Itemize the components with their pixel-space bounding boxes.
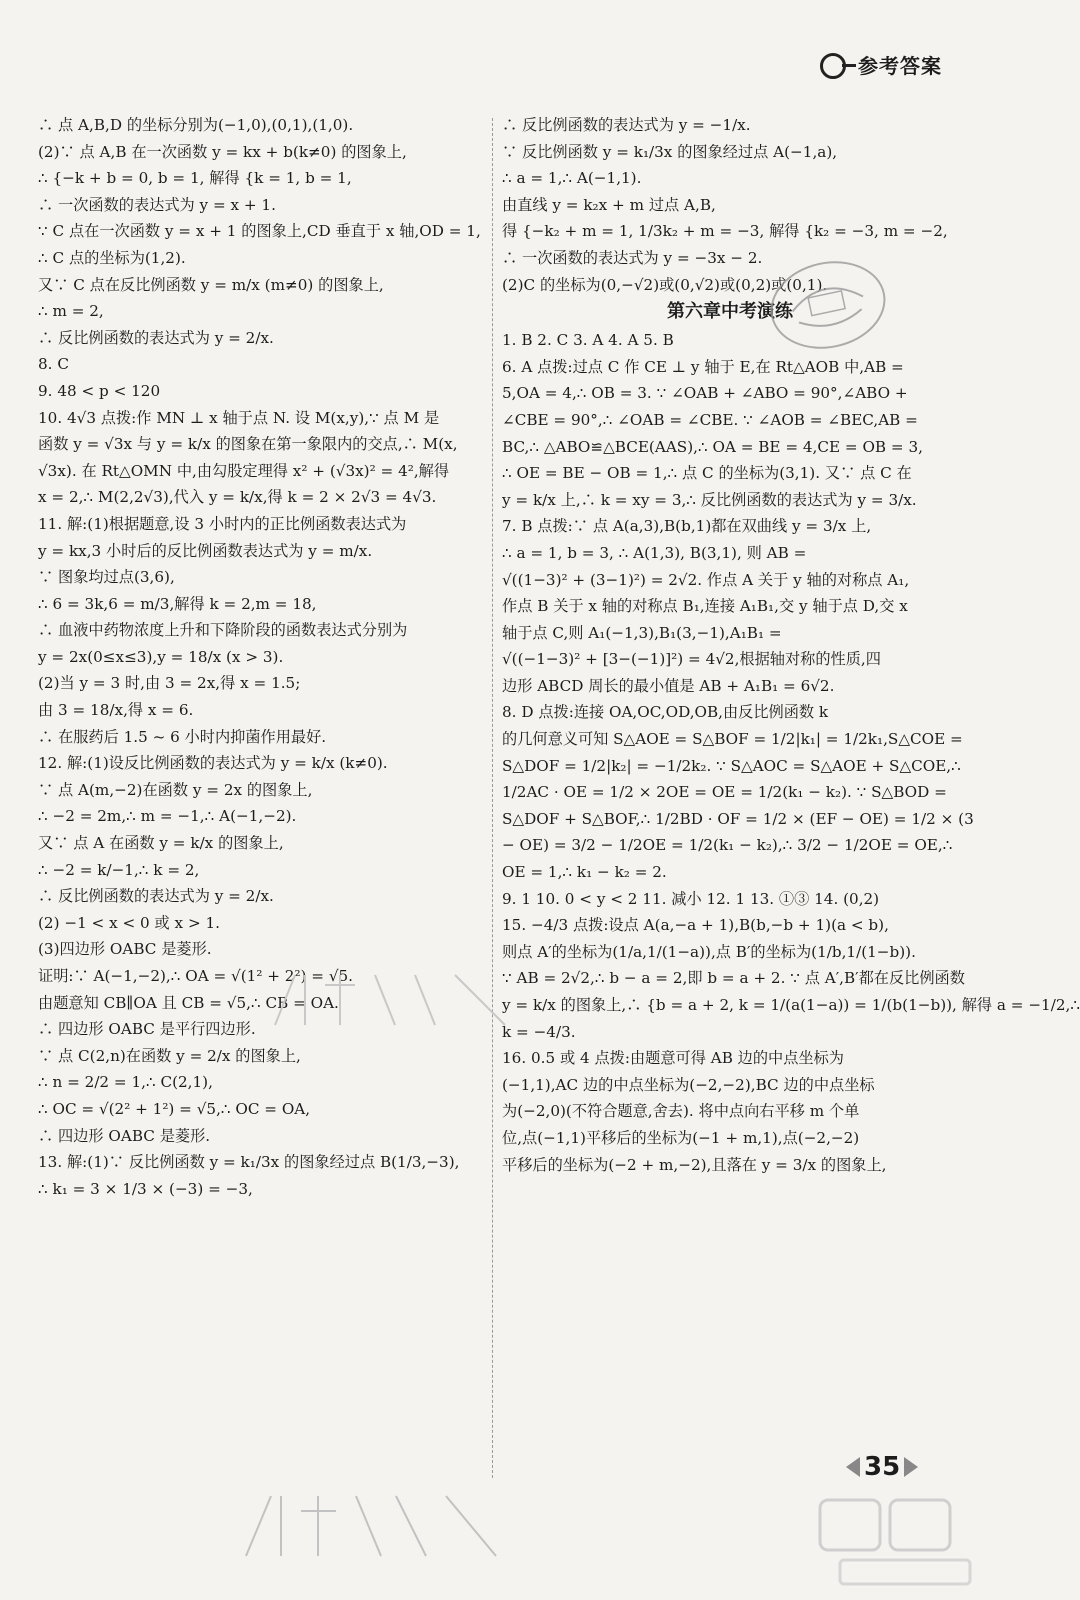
answer-line: 9. 1 10. 0 < y < 2 11. 减小 12. 1 13. ①③ 14. (0,2) <box>502 889 880 908</box>
answer-line: ∴ −2 = 2m,∴ m = −1,∴ A(−1,−2). <box>38 807 297 826</box>
page-number <box>846 1452 918 1482</box>
answer-line: 则点 A′的坐标为(1/a,1/(1−a)),点 B′的坐标为(1/b,1/(1−b)). <box>502 942 916 961</box>
answer-line: ∴ a = 1,∴ A(−1,1). <box>502 169 642 188</box>
right-top-block <box>502 115 958 296</box>
answer-line: ∵ AB = 2√2,∴ b − a = 2,即 b = a + 2. ∵ 点 A′,B′都在反比例函数 <box>502 969 965 988</box>
answer-line: ∴ OC = √(2² + 1²) = √5,∴ OC = OA, <box>38 1099 311 1118</box>
page-number-text: 35 <box>864 1452 901 1482</box>
answer-line: 又∵ 点 A 在函数 y = k/x 的图象上, <box>38 834 284 853</box>
answer-line: 由直线 y = k₂x + m 过点 A,B, <box>502 195 716 214</box>
answer-line: 函数 y = √3x 与 y = k/x 的图象在第一象限内的交点,∴ M(x, <box>38 435 458 454</box>
answer-line: OE = 1,∴ k₁ − k₂ = 2. <box>502 863 667 882</box>
answer-line: (2)C 的坐标为(0,−√2)或(0,√2)或(0,2)或(0,1). <box>502 275 828 294</box>
answer-line: y = k/x 的图象上,∴ {b = a + 2, k = 1/(a(1−a)) = 1/(b(1−b)), 解得 a = −1/2,∴ <box>502 996 1080 1014</box>
answer-line: ∴ 四边形 OABC 是菱形. <box>38 1126 211 1145</box>
section-title: 第六章中考演练 <box>667 301 793 323</box>
answer-line: y = kx,3 小时后的反比例函数表达式为 y = m/x. <box>38 541 373 560</box>
answer-line: ∴ 四边形 OABC 是平行四边形. <box>38 1020 256 1039</box>
answer-line: ∴ n = 2/2 = 1,∴ C(2,1), <box>38 1073 213 1092</box>
answer-line: ∴ 反比例函数的表达式为 y = 2/x. <box>38 887 274 906</box>
answer-line: 1. B 2. C 3. A 4. A 5. B <box>502 331 674 350</box>
answer-line: 10. 4√3 点拨:作 MN ⊥ x 轴于点 N. 设 M(x,y),∵ 点 M 是 <box>38 408 440 427</box>
answer-line: ∵ 反比例函数 y = k₁/3x 的图象经过点 A(−1,a), <box>502 142 838 161</box>
answer-line: ∴ 一次函数的表达式为 y = −3x − 2. <box>502 248 763 267</box>
answer-line: − OE) = 3/2 − 1/2OE = 1/2(k₁ − k₂),∴ 3/2 − 1/2OE = OE,∴ <box>502 836 953 855</box>
answer-line: 由题意知 CB∥OA 且 CB = √5,∴ CB = OA. <box>38 993 339 1012</box>
answer-line: √((1−3)² + (3−1)²) = 2√2. 作点 A 关于 y 轴的对称点 A₁, <box>502 570 910 589</box>
answer-line: S△DOF + S△BOF,∴ 1/2BD · OF = 1/2 × (EF − OE) = 1/2 × (3 <box>502 809 974 828</box>
answer-line: ∴ 血液中药物浓度上升和下降阶段的函数表达式分别为 <box>38 621 408 640</box>
answer-line: 16. 0.5 或 4 点拨:由题意可得 AB 边的中点坐标为 <box>502 1049 844 1068</box>
answer-line: ∵ 图象均过点(3,6), <box>38 568 175 587</box>
answer-line: 6. A 点拨:过点 C 作 CE ⊥ y 轴于 E,在 Rt△AOB 中,AB = <box>502 357 904 376</box>
watermark-bottom <box>236 1486 506 1585</box>
answer-line: ∴ 在服药后 1.5 ~ 6 小时内抑菌作用最好. <box>38 727 327 746</box>
next-triangle-icon <box>904 1457 918 1477</box>
answer-line: ∵ 点 C(2,n)在函数 y = 2/x 的图象上, <box>38 1046 301 1065</box>
answer-line: S△DOF = 1/2|k₂| = −1/2k₂. ∵ S△AOC = S△AOE + S△COE,∴ <box>502 756 961 775</box>
answer-line: ∴ 6 = 3k,6 = m/3,解得 k = 2,m = 18, <box>38 594 317 613</box>
answer-line: 边形 ABCD 周长的最小值是 AB + A₁B₁ = 6√2. <box>502 676 835 695</box>
answer-line: 12. 解:(1)设反比例函数的表达式为 y = k/x (k≠0). <box>38 754 388 773</box>
answer-line: ∴ k₁ = 3 × 1/3 × (−3) = −3, <box>38 1179 253 1198</box>
prev-triangle-icon <box>846 1457 860 1477</box>
answer-line: 15. −4/3 点拨:设点 A(a,−a + 1),B(b,−b + 1)(a < b), <box>502 916 889 935</box>
header-title: 参考答案 <box>858 54 942 78</box>
answer-line: 为(−2,0)(不符合题意,舍去). 将中点向右平移 m 个单 <box>502 1102 860 1121</box>
answer-line: ∠CBE = 90°,∴ ∠OAB = ∠CBE. ∵ ∠AOB = ∠BEC,AB = <box>502 410 918 429</box>
answer-line: 由 3 = 18/x,得 x = 6. <box>38 701 194 720</box>
answer-line: 7. B 点拨:∵ 点 A(a,3),B(b,1)都在双曲线 y = 3/x 上, <box>502 517 872 536</box>
corner-logo-watermark <box>800 1490 996 1598</box>
answer-line: ∴ {−k + b = 0, b = 1, 解得 {k = 1, b = 1, <box>38 169 352 188</box>
answer-line: y = k/x 上,∴ k = xy = 3,∴ 反比例函数的表达式为 y = 3/x. <box>502 490 917 509</box>
answer-line: 位,点(−1,1)平移后的坐标为(−1 + m,1),点(−2,−2) <box>502 1128 860 1147</box>
answer-line: √((−1−3)² + [3−(−1)]²) = 4√2,根据轴对称的性质,四 <box>502 650 881 669</box>
answer-line: 作点 B 关于 x 轴的对称点 B₁,连接 A₁B₁,交 y 轴于点 D,交 x <box>502 597 908 616</box>
column-divider <box>492 118 493 1478</box>
answer-line: k = −4/3. <box>502 1022 576 1041</box>
answer-line: 1/2AC · OE = 1/2 × 2OE = OE = 1/2(k₁ − k₂). ∵ S△BOD = <box>502 783 947 802</box>
answer-line: (2) −1 < x < 0 或 x > 1. <box>38 913 220 932</box>
answer-line: ∴ 反比例函数的表达式为 y = 2/x. <box>38 328 274 347</box>
right-column <box>502 115 1080 1181</box>
answer-line: 11. 解:(1)根据题意,设 3 小时内的正比例函数表达式为 <box>38 514 407 533</box>
answer-line: y = 2x(0≤x≤3),y = 18/x (x > 3). <box>38 647 284 666</box>
answer-line: (−1,1),AC 边的中点坐标为(−2,−2),BC 边的中点坐标 <box>502 1075 875 1094</box>
answer-line: 平移后的坐标为(−2 + m,−2),且落在 y = 3/x 的图象上, <box>502 1155 887 1174</box>
answer-line: ∴ OE = BE − OB = 1,∴ 点 C 的坐标为(3,1). 又∵ 点 C 在 <box>502 464 912 483</box>
answer-line: √3x). 在 Rt△OMN 中,由勾股定理得 x² + (√3x)² = 4²,解得 <box>38 461 450 480</box>
answer-line: 9. 48 < p < 120 <box>38 381 161 400</box>
answer-line: 13. 解:(1)∵ 反比例函数 y = k₁/3x 的图象经过点 B(1/3,−3), <box>38 1153 460 1172</box>
answer-line: ∴ 反比例函数的表达式为 y = −1/x. <box>502 116 751 134</box>
answer-line: 5,OA = 4,∴ OB = 3. ∵ ∠OAB + ∠ABO = 90°,∠ABO + <box>502 384 908 403</box>
answer-line: ∴ −2 = k/−1,∴ k = 2, <box>38 860 200 879</box>
answer-line: 8. C <box>38 355 69 374</box>
answer-line: 轴于点 C,则 A₁(−1,3),B₁(3,−1),A₁B₁ = <box>502 623 782 642</box>
page-header <box>818 50 942 79</box>
answer-line: 证明:∵ A(−1,−2),∴ OA = √(1² + 2²) = √5. <box>38 967 354 985</box>
answer-line: BC,∴ △ABO≌△BCE(AAS),∴ OA = BE = 4,CE = OB = 3, <box>502 437 923 456</box>
answer-line: x = 2,∴ M(2,2√3),代入 y = k/x,得 k = 2 × 2√3 = 4√3. <box>38 488 437 507</box>
answer-line: 的几何意义可知 S△AOE = S△BOF = 1/2|k₁| = 1/2k₁,S△COE = <box>502 730 963 749</box>
answer-line: (2)∵ 点 A,B 在一次函数 y = kx + b(k≠0) 的图象上, <box>38 142 407 161</box>
answer-line: ∴ m = 2, <box>38 302 104 321</box>
watermark-mid <box>265 965 515 1052</box>
answer-line: ∵ C 点在一次函数 y = x + 1 的图象上,CD 垂直于 x 轴,OD = 1, <box>38 222 481 241</box>
answer-line: (2)当 y = 3 时,由 3 = 2x,得 x = 1.5; <box>38 674 301 693</box>
answer-line: 8. D 点拨:连接 OA,OC,OD,OB,由反比例函数 k <box>502 703 829 722</box>
answer-line: ∵ 点 A(m,−2)在函数 y = 2x 的图象上, <box>38 780 313 799</box>
answer-line: 又∵ C 点在反比例函数 y = m/x (m≠0) 的图象上, <box>38 275 384 294</box>
back-arrow-logo-icon <box>818 52 852 78</box>
answer-line: ∴ C 点的坐标为(1,2). <box>38 248 186 267</box>
right-bottom-block <box>502 330 1080 1175</box>
answer-line: ∴ a = 1, b = 3, ∴ A(1,3), B(3,1), 则 AB = <box>502 543 807 562</box>
answer-line: (3)四边形 OABC 是菱形. <box>38 940 212 959</box>
answer-line: 得 {−k₂ + m = 1, 1/3k₂ + m = −3, 解得 {k₂ = −3, m = −2, <box>502 222 948 241</box>
answer-line: ∴ 点 A,B,D 的坐标分别为(−1,0),(0,1),(1,0). <box>38 116 354 134</box>
answer-line: ∴ 一次函数的表达式为 y = x + 1. <box>38 195 276 214</box>
